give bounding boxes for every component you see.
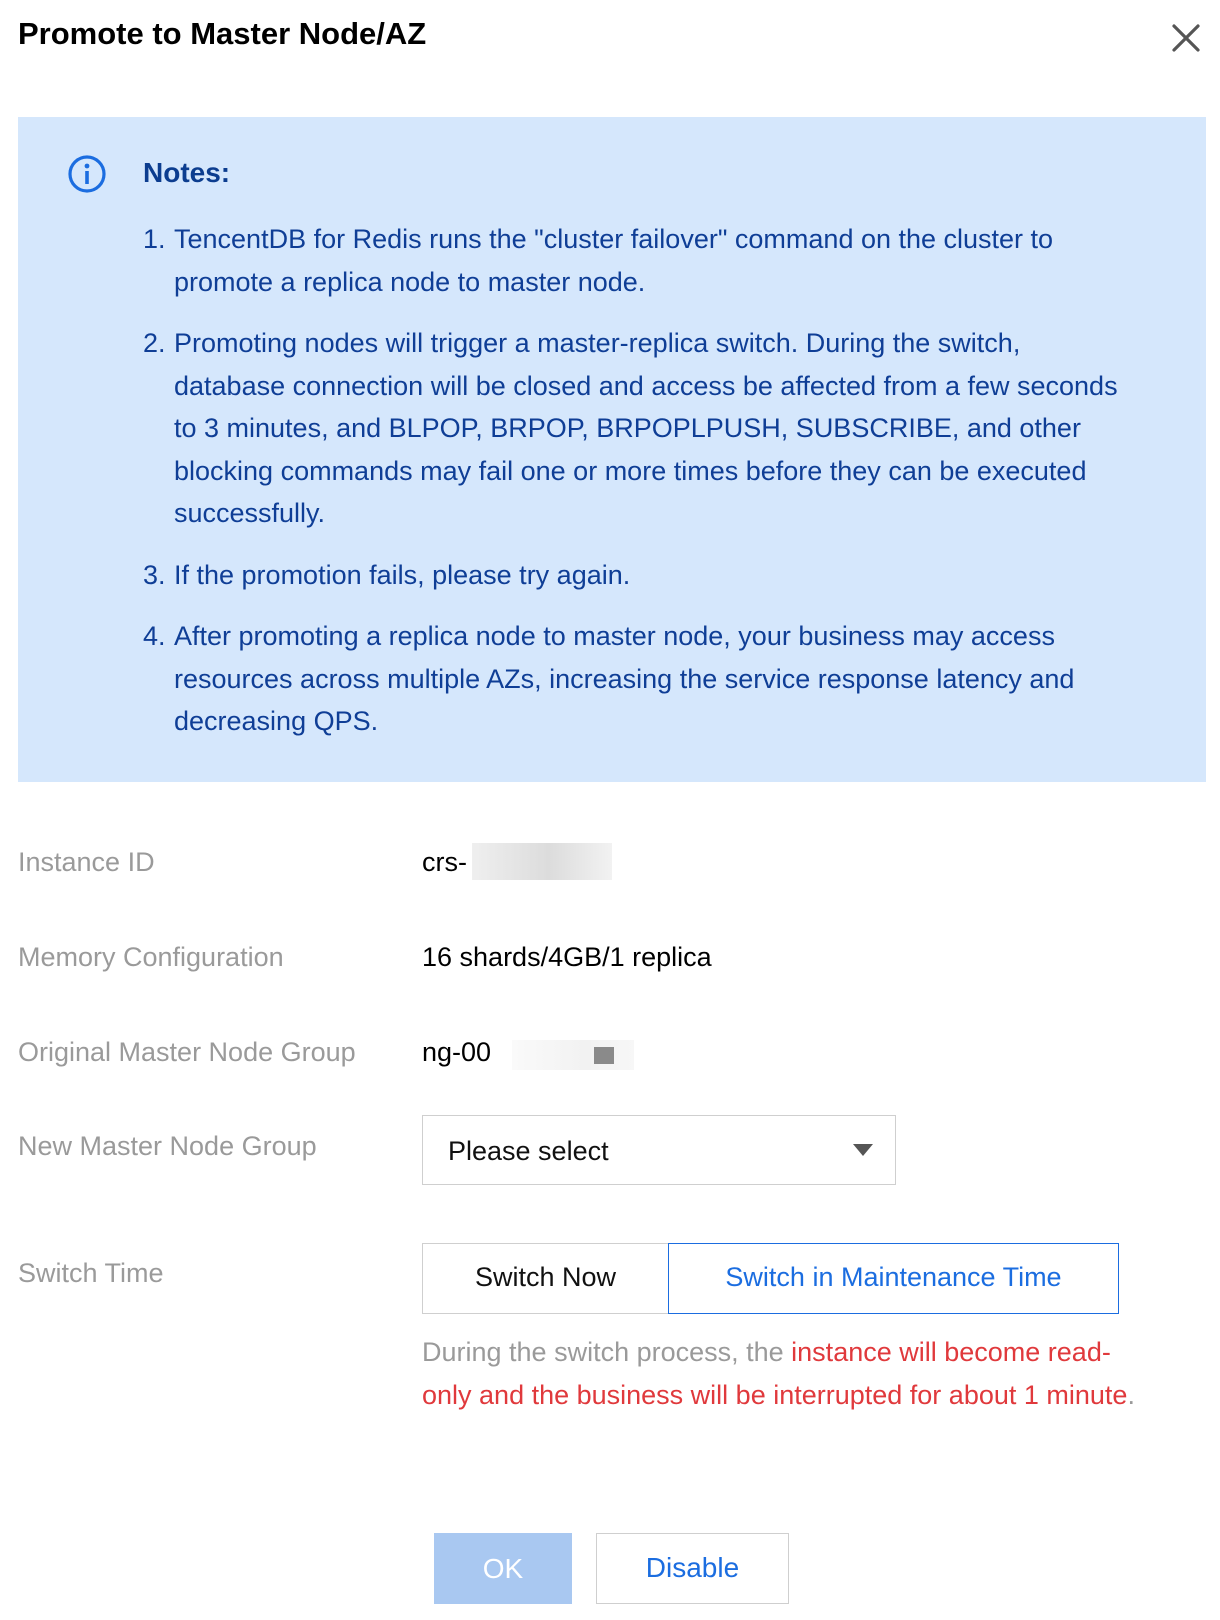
original-group-label: Original Master Node Group [18,1037,356,1067]
note-number: 1. [143,224,166,254]
note-number: 4. [143,621,166,651]
switch-now-option[interactable]: Switch Now [422,1243,669,1314]
warning-prefix: During the switch process, the [422,1337,792,1367]
instance-id-value: crs- [422,847,467,877]
redacted-block [472,843,612,880]
warning-suffix: . [1127,1379,1135,1410]
new-group-select[interactable] [422,1115,896,1185]
switch-time-label: Switch Time [18,1258,164,1288]
new-group-label: New Master Node Group [18,1131,317,1161]
close-icon[interactable] [1168,20,1204,56]
close-button[interactable] [1168,20,1204,56]
redacted-block [594,1047,614,1064]
note-text: If the promotion fails, please try again. [174,559,631,590]
original-group-value: ng-00 [422,1037,492,1067]
note-item [143,615,1128,743]
redacted-block [512,1040,634,1070]
note-text: After promoting a replica node to master node, your business may access resources across multiple AZs, increasing the service response latency and decreasing QPS. [174,621,1075,736]
memory-config-label: Memory Configuration [18,942,284,972]
note-text: TencentDB for Redis runs the "cluster failover" command on the cluster to promote a replica node to master node. [174,224,1054,297]
note-number: 3. [143,559,166,590]
info-icon [66,153,108,195]
note-item [143,322,1128,535]
note-number: 2. [143,328,166,358]
select-placeholder: Please select [448,1136,609,1166]
dialog-title: Promote to Master Node/AZ [18,16,427,51]
note-item [143,554,1128,597]
switch-warning [422,1331,1152,1416]
note-text: Promoting nodes will trigger a master-replica switch. During the switch, database connection will be closed and access be affected from a few seconds to 3 minutes, and BLPOP, BRPOP, BRPOPLPUSH, SUBSCRIBE, and other blocking commands may fail one or more times before they can be executed successfully. [174,328,1118,528]
disable-button[interactable]: Disable [596,1533,789,1604]
notes-list [143,218,1128,762]
note-item [143,218,1128,303]
caret-down-icon [853,1144,873,1156]
instance-id-label: Instance ID [18,847,155,877]
memory-config-value: 16 shards/4GB/1 replica [422,942,712,972]
switch-maintenance-option[interactable]: Switch in Maintenance Time [668,1243,1119,1314]
notes-heading: Notes: [143,157,231,188]
warning-highlight: instance will become read-only and the business will be interrupted for about 1 minute [422,1337,1128,1410]
ok-button[interactable]: OK [434,1533,572,1604]
